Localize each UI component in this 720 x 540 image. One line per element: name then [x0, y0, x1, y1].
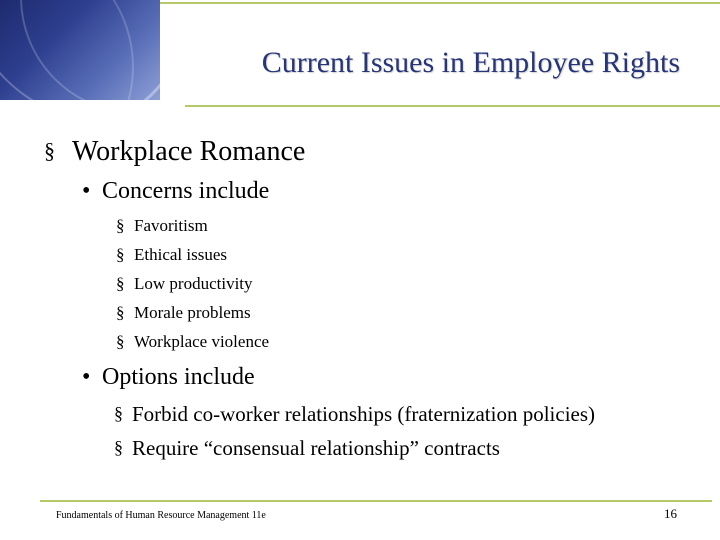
list-bullet-marker: §	[116, 274, 125, 293]
list-bullet-marker: §	[116, 216, 125, 235]
list-item-text: Low productivity	[134, 274, 253, 293]
concerns-heading: Concerns include	[102, 178, 270, 204]
list-bullet-marker: §	[114, 403, 123, 423]
list-item-text: Morale problems	[134, 303, 251, 322]
list-item-text: Forbid co-worker relationships (fraternization policies)	[132, 402, 596, 426]
topic-text: Workplace Romance	[72, 136, 306, 167]
options-bullet-marker: •	[82, 364, 91, 390]
list-bullet-marker: §	[114, 437, 123, 457]
topic-bullet-marker: §	[44, 138, 55, 163]
corner-curve	[0, 0, 134, 100]
list-item-text: Favoritism	[134, 216, 208, 235]
list-item-text: Ethical issues	[134, 245, 228, 264]
footer-text: Fundamentals of Human Resource Management 11e	[56, 510, 266, 521]
concerns-bullet-marker: •	[82, 178, 91, 204]
slide-number: 16	[664, 506, 677, 521]
title-top-rule	[160, 2, 720, 4]
corner-decoration	[0, 0, 160, 100]
footer-rule	[40, 500, 712, 502]
list-bullet-marker: §	[116, 303, 125, 322]
slide-title: Current Issues in Employee Rights	[261, 46, 680, 79]
options-heading: Options include	[102, 364, 255, 390]
title-bottom-rule	[185, 105, 720, 107]
list-bullet-marker: §	[116, 245, 125, 264]
list-bullet-marker: §	[116, 332, 125, 351]
list-item-text: Workplace violence	[134, 332, 270, 351]
list-item-text: Require “consensual relationship” contracts	[132, 436, 500, 460]
